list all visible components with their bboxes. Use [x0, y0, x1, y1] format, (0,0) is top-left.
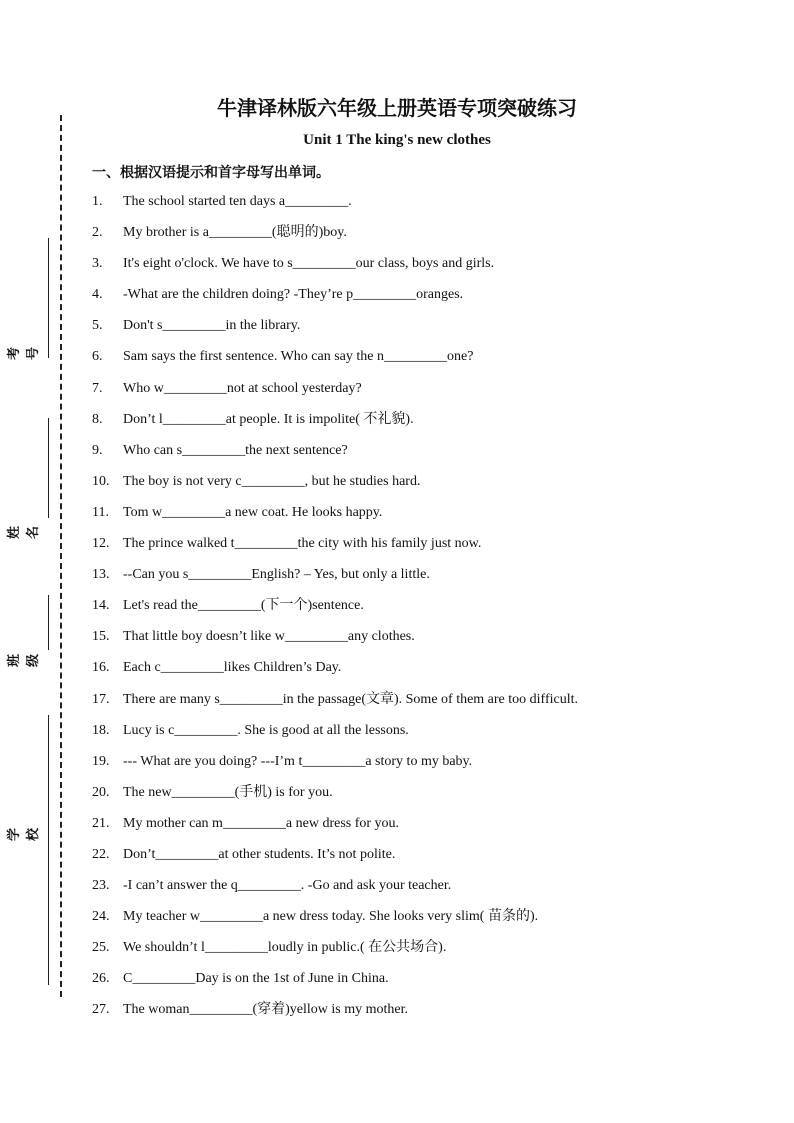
item-text: My brother is a_________(聪明的)boy.: [123, 225, 347, 241]
item-number: 1.: [92, 194, 103, 209]
item-text: --Can you s_________English? – Yes, but only a little.: [123, 567, 430, 583]
exercise-list: [92, 189, 732, 1029]
exercise-item: [92, 749, 732, 780]
item-number: 20.: [92, 784, 110, 800]
exercise-item: [92, 469, 732, 500]
item-text: Sam says the first sentence. Who can say the n_________one?: [123, 349, 474, 365]
exercise-item: [92, 687, 732, 718]
school-line[interactable]: [48, 715, 49, 985]
exercise-item: [92, 718, 732, 749]
item-number: 19.: [92, 753, 110, 769]
item-number: 11.: [92, 504, 109, 520]
item-number: 12.: [92, 536, 110, 552]
section-heading: 一、根据汉语提示和首字母写出单词。: [92, 165, 330, 181]
class-label: 班级: [7, 653, 41, 667]
item-text: That little boy doesn’t like w_________any clothes.: [123, 629, 415, 645]
item-number: 10.: [92, 473, 110, 489]
item-number: 4.: [92, 287, 103, 303]
page-title: 牛津译林版六年级上册英语专项突破练习: [217, 96, 577, 120]
item-text: The school started ten days a_________.: [123, 194, 352, 209]
exercise-item: [92, 655, 732, 686]
item-text: Lucy is c_________. She is good at all the lessons.: [123, 722, 409, 738]
exercise-item: [92, 500, 732, 531]
item-text: Tom w_________a new coat. He looks happy.: [123, 504, 383, 520]
item-text: My mother can m_________a new dress for you.: [123, 815, 400, 831]
exam-number-label: 考号: [7, 346, 41, 360]
item-text: Who can s_________the next sentence?: [123, 442, 348, 458]
item-text: The woman_________(穿着)yellow is my mother.: [123, 1002, 409, 1018]
item-text: Don’t_________at other students. It’s not polite.: [123, 846, 396, 862]
item-text: -What are the children doing? -They’re p_________oranges.: [123, 287, 464, 303]
item-text: Don’t l_________at people. It is impolite( 不礼貌).: [123, 411, 414, 427]
item-number: 9.: [92, 442, 103, 458]
class-line[interactable]: [48, 595, 49, 650]
exam-number-line[interactable]: [48, 238, 49, 358]
item-number: 16.: [92, 660, 110, 676]
item-number: 27.: [92, 1002, 110, 1018]
item-number: 5.: [92, 318, 103, 334]
binding-dashed-line: [60, 115, 62, 997]
exercise-item: [92, 780, 732, 811]
item-number: 18.: [92, 722, 110, 738]
item-text: Who w_________not at school yesterday?: [123, 380, 362, 396]
item-text: It's eight o'clock. We have to s_________our class, boys and girls.: [123, 256, 495, 272]
item-number: 14.: [92, 598, 110, 614]
exercise-item: [92, 562, 732, 593]
name-line[interactable]: [48, 418, 49, 518]
item-number: 23.: [92, 878, 110, 894]
exercise-item: [92, 376, 732, 407]
exercise-item: [92, 593, 732, 624]
item-number: 6.: [92, 349, 103, 365]
exercise-item: [92, 811, 732, 842]
item-number: 25.: [92, 940, 110, 956]
exercise-item: [92, 282, 732, 313]
item-number: 7.: [92, 380, 103, 396]
item-text: There are many s_________in the passage(文章). Some of them are too difficult.: [123, 691, 579, 707]
exercise-item: [92, 313, 732, 344]
exercise-item: [92, 935, 732, 966]
exercise-item: [92, 997, 732, 1028]
item-text: Each c_________likes Children’s Day.: [123, 660, 342, 676]
item-number: 3.: [92, 256, 103, 272]
item-number: 21.: [92, 815, 110, 831]
item-number: 22.: [92, 846, 110, 862]
item-number: 17.: [92, 691, 110, 707]
exercise-item: [92, 189, 732, 220]
school-label: 学校: [7, 827, 41, 841]
item-text: Don't s_________in the library.: [123, 318, 301, 334]
exercise-item: [92, 966, 732, 997]
name-label: 姓名: [7, 525, 41, 539]
exercise-item: [92, 407, 732, 438]
item-text: My teacher w_________a new dress today. She looks very slim( 苗条的).: [123, 909, 539, 925]
exercise-item: [92, 624, 732, 655]
item-text: Let's read the_________(下一个)sentence.: [123, 598, 364, 614]
item-text: --- What are you doing? ---I’m t_________a story to my baby.: [123, 753, 473, 769]
unit-subtitle: Unit 1 The king's new clothes: [303, 132, 491, 148]
exercise-item: [92, 873, 732, 904]
exercise-item: [92, 531, 732, 562]
item-text: C_________Day is on the 1st of June in China.: [123, 971, 389, 987]
exercise-item: [92, 251, 732, 282]
exercise-item: [92, 438, 732, 469]
exercise-item: [92, 904, 732, 935]
item-number: 24.: [92, 909, 110, 925]
exercise-item: [92, 344, 732, 375]
item-text: We shouldn’t l_________loudly in public.( 在公共场合).: [123, 940, 447, 956]
item-number: 2.: [92, 225, 103, 241]
item-number: 8.: [92, 411, 103, 427]
item-number: 13.: [92, 567, 110, 583]
item-number: 26.: [92, 971, 110, 987]
item-text: The new_________(手机) is for you.: [123, 784, 333, 800]
exercise-item: [92, 220, 732, 251]
exercise-item: [92, 842, 732, 873]
item-text: -I can’t answer the q_________. -Go and ask your teacher.: [123, 878, 452, 894]
item-number: 15.: [92, 629, 110, 645]
item-text: The prince walked t_________the city with his family just now.: [123, 536, 482, 552]
item-text: The boy is not very c_________, but he studies hard.: [123, 473, 421, 489]
